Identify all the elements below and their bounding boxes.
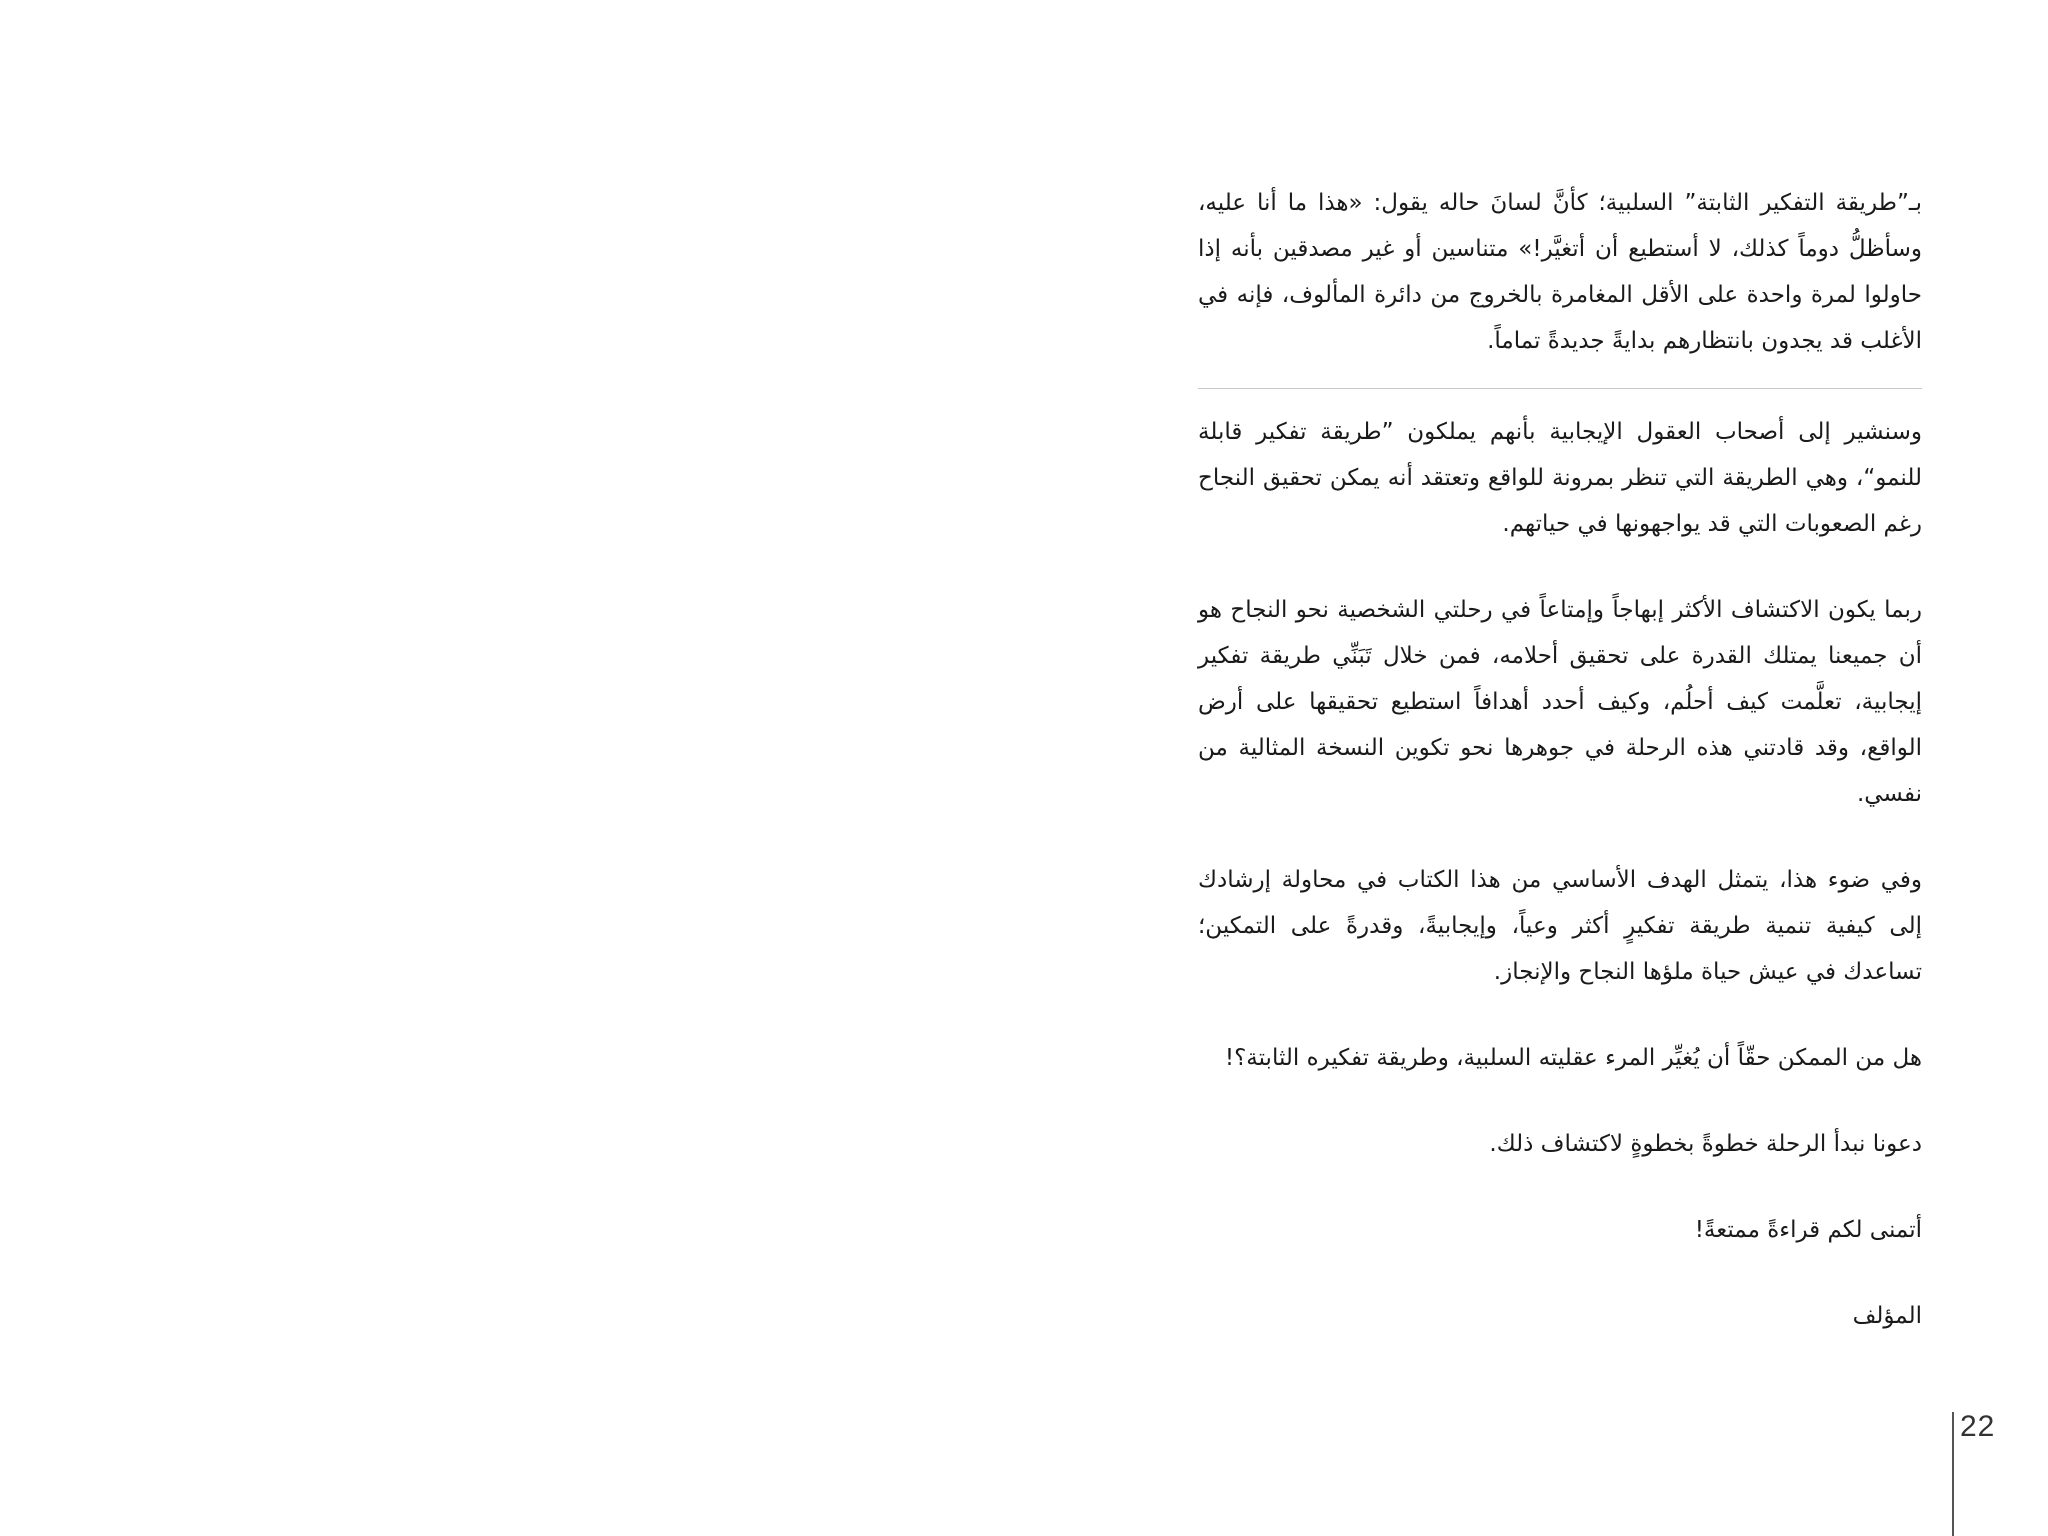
section-divider bbox=[1198, 388, 1922, 389]
text-column bbox=[1198, 180, 1922, 1339]
paragraph-journey: دعونا نبدأ الرحلة خطوةً بخطوةٍ لاكتشاف ذلك. bbox=[1489, 1131, 1922, 1157]
paragraph-wish: أتمنى لكم قراءةً ممتعةً! bbox=[1694, 1217, 1922, 1243]
paragraph-growth-mindset: وسنشير إلى أصحاب العقول الإيجابية بأنهم يملكون ”طريقة تفكير قابلة للنمو“، وهي الطريقة التي تنظر بمرونة للواقع وتعتقد أنه يمكن تحقيق النجاح رغم الصعوبات التي قد يواجهونها في حياتهم. bbox=[1198, 419, 1922, 537]
author-signature: المؤلف bbox=[1852, 1303, 1922, 1329]
paragraph-book-goal: وفي ضوء هذا، يتمثل الهدف الأساسي من هذا الكتاب في محاولة إرشادك إلى كيفية تنمية طريقة تفكيرٍ أكثر وعياً، وإيجابيةً، وقدرةً على التمكين؛ تساعدك في عيش حياة ملؤها النجاح والإنجاز. bbox=[1198, 867, 1922, 985]
page-number: 22 bbox=[1960, 1410, 1996, 1443]
paragraph-discovery: ربما يكون الاكتشاف الأكثر إبهاجاً وإمتاعاً في رحلتي الشخصية نحو النجاح هو أن جميعنا يمتلك القدرة على تحقيق أحلامه، فمن خلال تَبَنِّي طريقة تفكير إيجابية، تعلَّمت كيف أحلُم، وكيف أحدد أهدافاً استطيع تحقيقها على أرض الواقع، وقد قادتني هذه الرحلة في جوهرها نحو تكوين النسخة المثالية من نفسي. bbox=[1198, 597, 1922, 807]
paragraph-fixed-mindset: بـ”طريقة التفكير الثابتة” السلبية؛ كأنَّ لسانَ حاله يقول: «هذا ما أنا عليه، وسأظلُّ دوماً كذلك، لا أستطيع أن أتغيَّر!» متناسين أو غير مصدقين بأنه إذا حاولوا لمرة واحدة على الأقل المغامرة بالخروج من دائرة المألوف، فإنه في الأغلب قد يجدون بانتظارهم بدايةً جديدةً تماماً. bbox=[1198, 190, 1922, 354]
page-number-bar bbox=[1952, 1412, 1954, 1536]
paragraph-question: هل من الممكن حقّاً أن يُغيِّر المرء عقليته السلبية، وطريقة تفكيره الثابتة؟! bbox=[1224, 1045, 1922, 1071]
